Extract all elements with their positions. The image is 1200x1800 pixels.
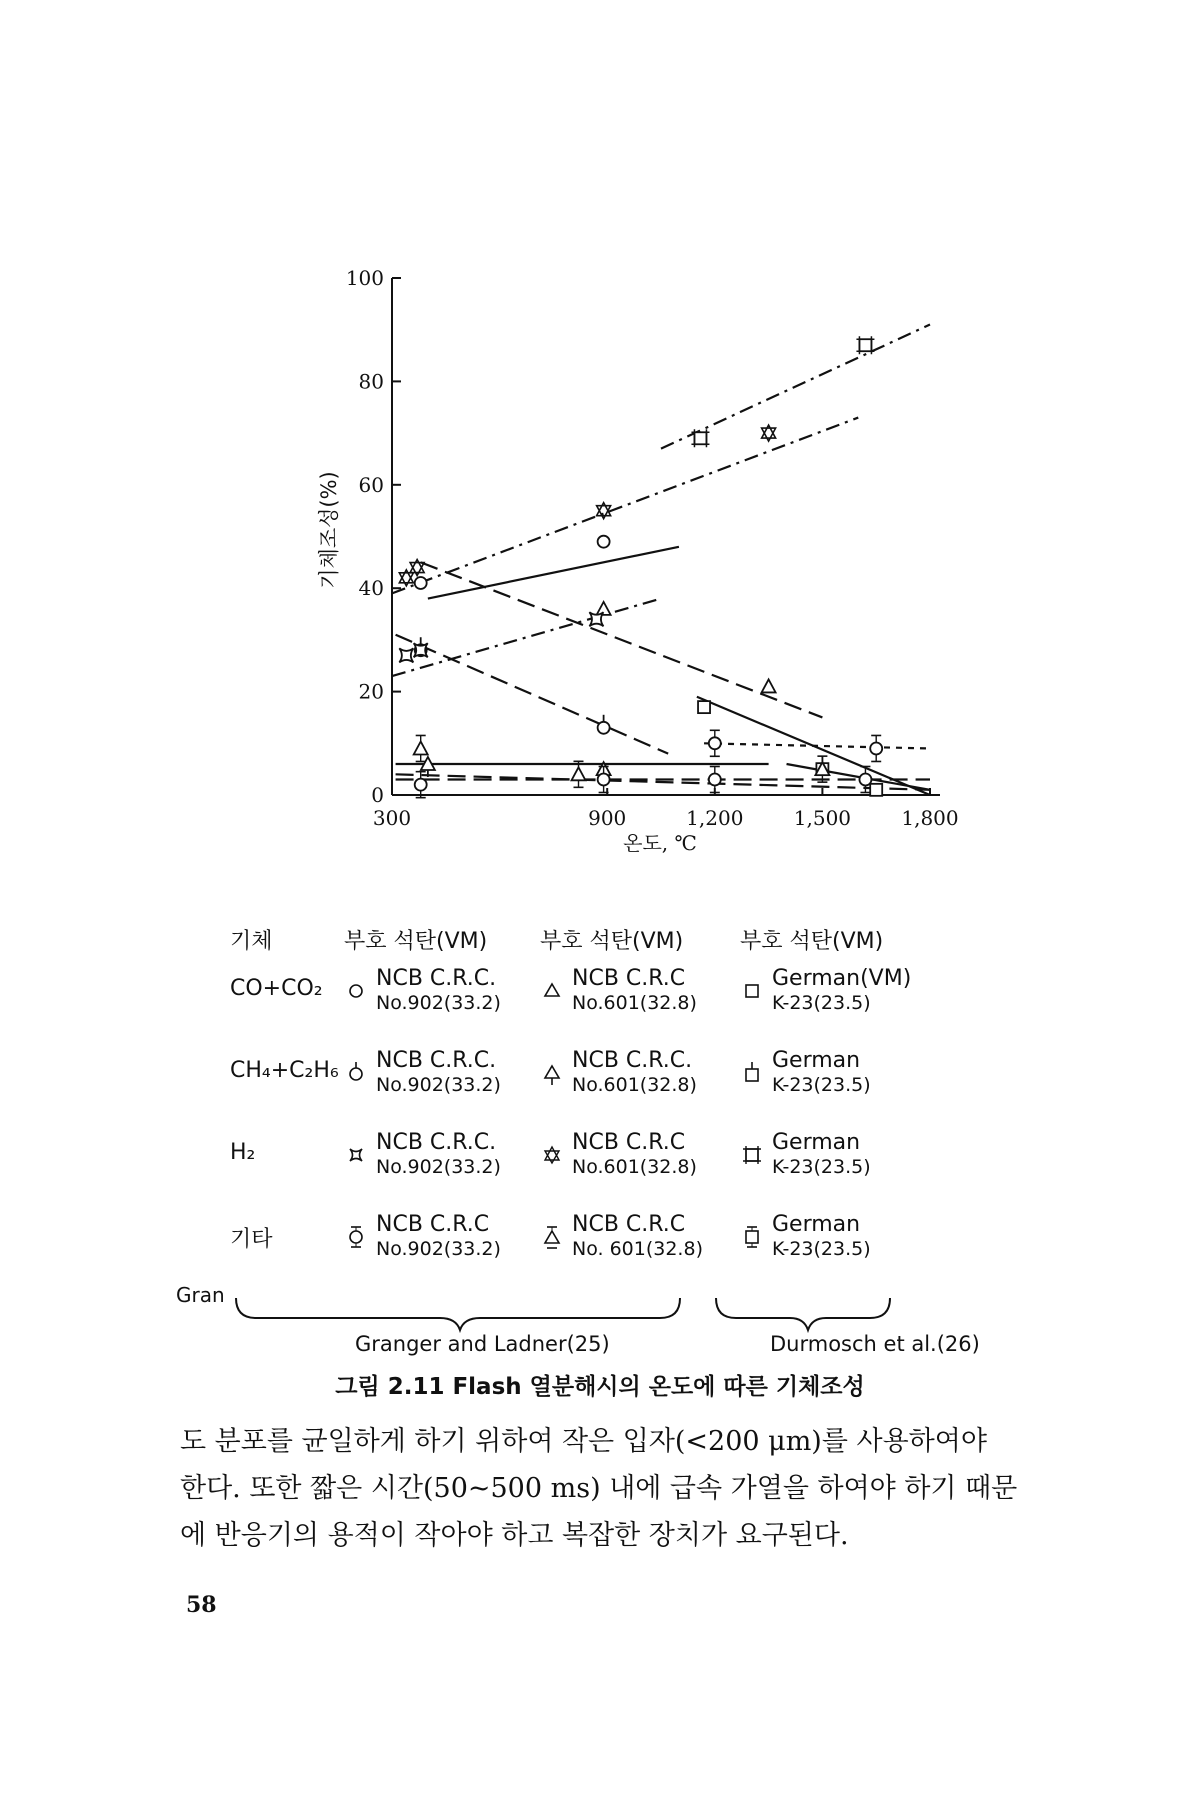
legend-gas-label: CH₄+C₂H₆ [230,1058,339,1083]
x-tick-label: 1,500 [793,806,852,830]
data-point [597,503,611,519]
chart-data-points [399,336,882,797]
legend-coal-vm: No. 601(32.8) [572,1238,703,1260]
data-point [856,336,874,354]
legend-gas-label: 기타 [230,1227,273,1252]
data-point-shape [762,425,776,441]
circle-marker-icon [344,976,368,1006]
legend-coal-name: German [772,1130,861,1155]
legend-row [230,1130,1020,1212]
y-tick-label: 100 [345,266,384,290]
margin-note: Gran [176,1283,225,1307]
data-point [709,766,721,792]
legend-coal-name: NCB C.R.C. [376,1048,497,1073]
figure-caption: 그림 2.11 Flash 열분해시의 온도에 따른 기체조성 [335,1374,865,1400]
data-point [598,715,610,734]
body-paragraph [180,1418,1040,1559]
legend-coal-name: NCB C.R.C [572,1130,686,1155]
data-point-shape [709,737,721,749]
legend-row [230,1212,1020,1294]
data-point-shape [415,577,427,589]
y-tick-label: 20 [358,679,384,704]
legend-entry [740,966,911,1016]
data-point-shape [709,773,721,785]
legend-header-gas: 기체 [230,929,273,954]
x-tick-label: 1,800 [901,806,959,830]
x-tick-label: 900 [588,806,627,830]
data-point-shape [414,643,428,657]
square-concave-marker-icon [740,1140,764,1170]
legend-entry [540,1048,697,1098]
legend-header-col1: 부호 석탄(VM) [344,929,488,954]
reference-row [230,1294,1020,1364]
legend-coal-vm: No.601(32.8) [572,1156,697,1178]
series-line [421,562,823,717]
data-point [415,577,427,589]
data-point-shape [410,560,424,576]
legend-entry [344,1048,501,1098]
legend-entry [740,1212,871,1262]
data-point-shape [762,679,776,692]
data-point-shape [859,773,871,785]
series-line [392,418,858,594]
circle-bar-marker-icon [344,1222,368,1252]
series-line [396,635,669,754]
x-axis-label: 온도, ℃ [623,831,697,855]
data-point-shape [415,779,427,791]
data-point-shape [589,612,603,626]
data-point [421,757,435,777]
series-line [661,325,930,449]
legend-coal-vm: No.902(33.2) [376,1238,501,1260]
data-point [399,648,413,662]
legend-coal-vm: No.902(33.2) [376,1156,501,1178]
series-line [787,764,930,790]
legend-entry [540,1130,697,1180]
legend-header-col2: 부호 석탄(VM) [540,929,684,954]
triangle-bar-marker-icon [540,1222,564,1252]
legend-coal-name: NCB C.R.C [376,1212,490,1237]
legend-coal-vm: K-23(23.5) [772,992,871,1014]
legend-row [230,1048,1020,1130]
data-point [414,643,428,657]
square-marker-icon [740,976,764,1006]
chart-axes [392,278,940,795]
legend-header-col3: 부호 석탄(VM) [740,929,884,954]
x-tick-label: 1,200 [686,806,744,830]
square-star-marker-icon [344,1140,368,1170]
legend-entry [540,1212,703,1262]
y-tick-label: 0 [371,783,384,807]
triangle-tick-marker-icon [540,1058,564,1088]
brace-icon [230,1294,1020,1334]
data-point-shape [572,767,586,780]
page-number: 58 [186,1592,217,1618]
data-point [698,701,710,713]
data-point-shape [870,742,882,754]
reference-durmosch: Durmosch et al.(26) [770,1332,980,1356]
legend-table [230,918,1020,1364]
legend-coal-vm: K-23(23.5) [772,1238,871,1260]
data-point [870,735,882,761]
body-line: 에 반응기의 용적이 작아야 하고 복잡한 장치가 요구된다. [180,1520,849,1551]
legend-coal-name: NCB C.R.C. [376,966,497,991]
data-point-shape [870,784,882,796]
data-point [598,536,610,548]
legend-coal-name: German [772,1048,861,1073]
data-point [414,735,428,761]
data-point [589,612,603,626]
legend-entry [740,1130,871,1180]
legend-entry [540,966,697,1016]
legend-coal-name: German(VM) [772,966,912,991]
series-line [428,547,679,599]
legend-coal-name: NCB C.R.C. [376,1130,497,1155]
legend-coal-name: NCB C.R.C [572,966,686,991]
y-axis-label: 기체조성(%) [317,471,341,589]
legend-gas-label: H₂ [230,1140,256,1165]
star-marker-icon [540,1140,564,1170]
square-bar-marker-icon [740,1222,764,1252]
data-point-shape [399,648,413,662]
data-point-shape [859,339,871,351]
circle-tick-marker-icon [344,1058,368,1088]
square-tick-marker-icon [740,1058,764,1088]
y-tick-label: 80 [358,369,384,394]
y-tick-label: 60 [358,472,384,497]
y-tick-label: 40 [358,576,384,601]
body-line: 도 분포를 균일하게 하기 위하여 작은 입자(<200 μm)를 사용하여야 [180,1426,987,1457]
body-line: 한다. 또한 짧은 시간(50~500 ms) 내에 급속 가열을 하여야 하기 때문 [180,1473,1018,1504]
data-point [709,730,721,756]
series-line [392,599,661,677]
legend-coal-vm: No.902(33.2) [376,1074,501,1096]
series-line [396,774,930,790]
data-point [410,560,424,576]
legend-coal-name: German [772,1212,861,1237]
legend-coal-vm: K-23(23.5) [772,1074,871,1096]
legend-entry [344,1130,501,1180]
legend-coal-name: NCB C.R.C [572,1212,686,1237]
chart [0,0,1200,880]
data-point-shape [598,773,610,785]
data-point-shape [598,536,610,548]
data-point [691,429,709,447]
data-point-shape [694,432,706,444]
legend-coal-vm: No.601(32.8) [572,1074,697,1096]
triangle-marker-icon [540,976,564,1006]
data-point [762,679,776,692]
chart-series-lines [392,325,930,795]
data-point [572,761,586,787]
data-point-shape [414,741,428,754]
reference-granger: Granger and Ladner(25) [355,1332,610,1356]
legend-row [230,966,1020,1048]
data-point-shape [698,701,710,713]
data-point [870,784,882,796]
x-tick-label: 300 [372,806,412,830]
data-point-shape [598,722,610,734]
legend-entry [344,1212,501,1262]
legend-coal-name: NCB C.R.C. [572,1048,693,1073]
legend-entry [344,966,501,1016]
legend-header [230,918,1020,966]
legend-coal-vm: K-23(23.5) [772,1156,871,1178]
legend-entry [740,1048,871,1098]
legend-gas-label: CO+CO₂ [230,976,323,1001]
legend-coal-vm: No.601(32.8) [572,992,697,1014]
legend-coal-vm: No.902(33.2) [376,992,501,1014]
data-point-shape [597,503,611,519]
data-point [762,425,776,441]
